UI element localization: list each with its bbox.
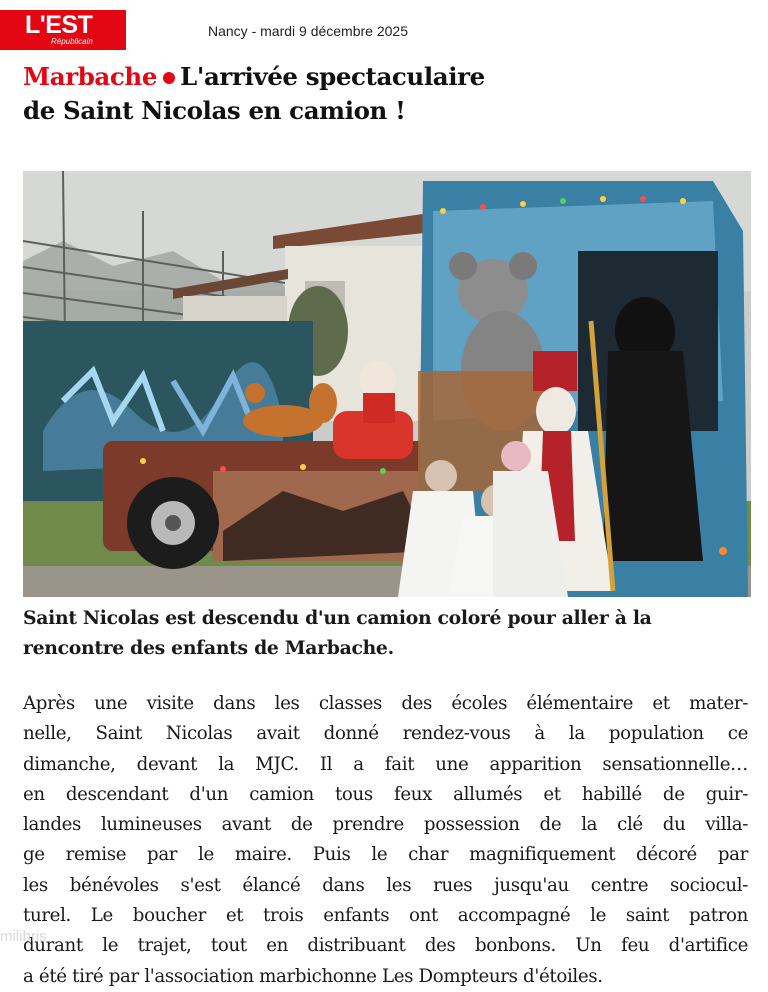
logo-subtitle: Républicain — [51, 37, 93, 46]
headline-line-2: de Saint Nicolas en camion ! — [23, 96, 406, 125]
body-line: a été tiré par l'association marbichonne Les Dompteurs d'étoiles. — [23, 965, 603, 987]
body-line: ge remise par le maire. Puis le char magnifiquement décoré par — [23, 844, 748, 866]
body-line: dimanche, devant la MJC. Il a fait une apparition sensationnelle… — [23, 753, 748, 775]
article-photo — [23, 171, 751, 597]
photo-caption: Saint Nicolas est descendu d'un camion coloré pour aller à la rencontre des enfants de Marbache. — [23, 607, 652, 659]
article-body — [23, 689, 748, 992]
body-line: les bénévoles s'est élancé dans les rues jusqu'au centre sociocul- — [23, 874, 748, 896]
body-line: Après une visite dans les classes des écoles élémentaire et mater- — [23, 693, 748, 714]
bullet-dot-icon — [163, 72, 175, 84]
watermark: milibris — [0, 928, 47, 945]
body-line: landes lumineuses avant de prendre possession de la clé du villa- — [23, 814, 748, 836]
headline-line-1: L'arrivée spectaculaire — [180, 62, 485, 91]
body-line: turel. Le boucher et trois enfants ont accompagné le saint patron — [23, 905, 748, 927]
page-header — [0, 0, 768, 62]
newspaper-logo[interactable] — [0, 10, 126, 50]
dateline: Nancy - mardi 9 décembre 2025 — [208, 23, 408, 39]
headline-kicker: Marbache — [23, 62, 158, 91]
body-line: durant le trajet, tout en distribuant des bonbons. Un feu d'artifice — [23, 935, 748, 957]
body-line: nelle, Saint Nicolas avait donné rendez-vous à la population ce — [23, 723, 748, 745]
body-line: en descendant d'un camion tous feux allumés et habillé de guir- — [23, 783, 748, 805]
article-headline — [23, 60, 743, 128]
logo-title: L'EST — [25, 11, 93, 39]
